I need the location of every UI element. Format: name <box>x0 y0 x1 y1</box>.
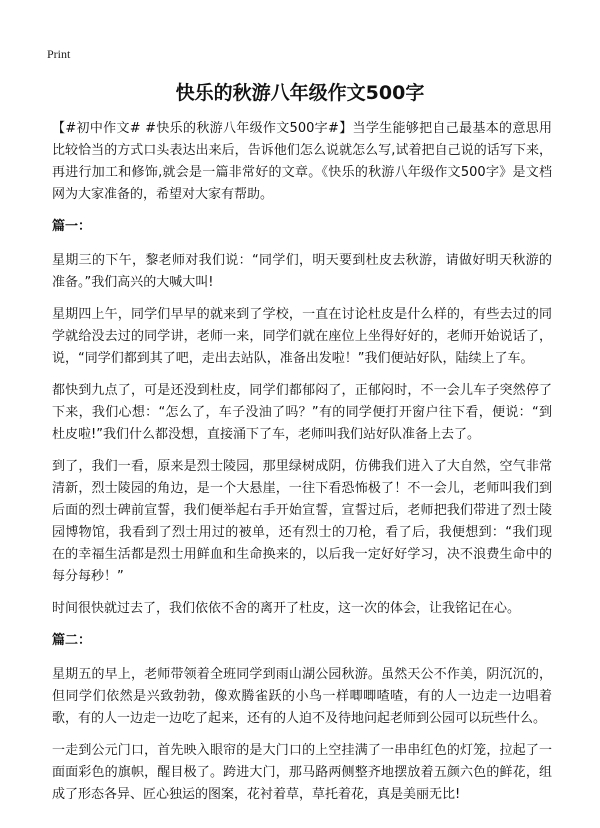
intro-paragraph: 【#初中作文# #快乐的秋游八年级作文500字#】当学生能够把自己最基本的意思用比较恰当的方式口头表达出来后，告诉他们怎么说就怎么写,试着把自己说的话写下来，再进行加工和修饰,就会是一篇非常好的文章。《快乐的秋游八年级作文500字》是文档网为大家准备的，希望对大家有帮助。 <box>52 121 552 202</box>
paragraph: 到了，我们一看，原来是烈士陵园，那里绿树成阴，仿佛我们进入了大自然，空气非常清新，烈士陵园的角边，是一个大悬崖，一往下看恐怖极了！不一会儿，老师叫我们到后面的烈士碑前宣誓，我们便举起右手开始宣誓，宣誓过后，老师把我们带进了烈士陵园博物馆，我看到了烈士用过的被单，还有烈士的刀枪，看了后，我便想到：“我们现在的幸福生活都是烈士用鲜血和生命换来的，以后我一定好好学习，决不浪费生命中的每分每秒！” <box>52 459 552 584</box>
page-title: 快乐的秋游八年级作文500字 <box>175 82 425 104</box>
paragraph: 都快到九点了，可是还没到杜皮，同学们都郁闷了，正郁闷时，不一会儿车子突然停了下来，我们心想：“怎么了，车子没油了吗？”有的同学便打开窗户往下看，便说：“到杜皮啦!”我们什么都没想，直接涌下了车，老师叫我们站好队准备上去了。 <box>52 383 552 442</box>
document-body <box>52 118 552 816</box>
paragraph: 星期四上午，同学们早早的就来到了学校，一直在讨论杜皮是什么样的，有些去过的同学就给没去过的同学讲，老师一来，同学们就在座位上坐得好好的，老师开始说话了，说，“同学们都到其了吧，走出去站队，准备出发啦！”我们便站好队，陆续上了车。 <box>52 307 552 366</box>
paragraph: 星期三的下午，黎老师对我们说：“同学们，明天要到杜皮去秋游，请做好明天秋游的准备。”我们高兴的大喊大叫! <box>52 253 552 290</box>
section-heading: 篇一： <box>52 219 92 234</box>
section-two <box>52 630 552 806</box>
paragraph: 时间很快就过去了，我们依依不舍的离开了杜皮，这一次的体会，让我铭记在心。 <box>52 601 521 616</box>
section-heading: 篇二： <box>52 633 92 648</box>
section-one <box>52 216 552 620</box>
paragraph: 星期五的早上，老师带领着全班同学到雨山湖公园秋游。虽然天公不作美，阴沉沉的，但同学们依然是兴致勃勃，像欢腾雀跃的小鸟一样唧唧喳喳，有的人一边走一边唱着歌，有的人一边走一边吃了起来，还有的人迫不及待地问起老师到公园可以玩些什么。 <box>52 667 552 726</box>
paragraph: 一走到公元门口，首先映入眼帘的是大门口的上空挂满了一串串红色的灯笼，拉起了一面面彩色的旗帜，醒目极了。跨进大门，那马路两侧整齐地摆放着五颜六色的鲜花，组成了形态各异、匠心独运的图案，花衬着草，草托着花，真是美丽无比! <box>52 743 552 802</box>
print-label: Print <box>47 47 71 61</box>
